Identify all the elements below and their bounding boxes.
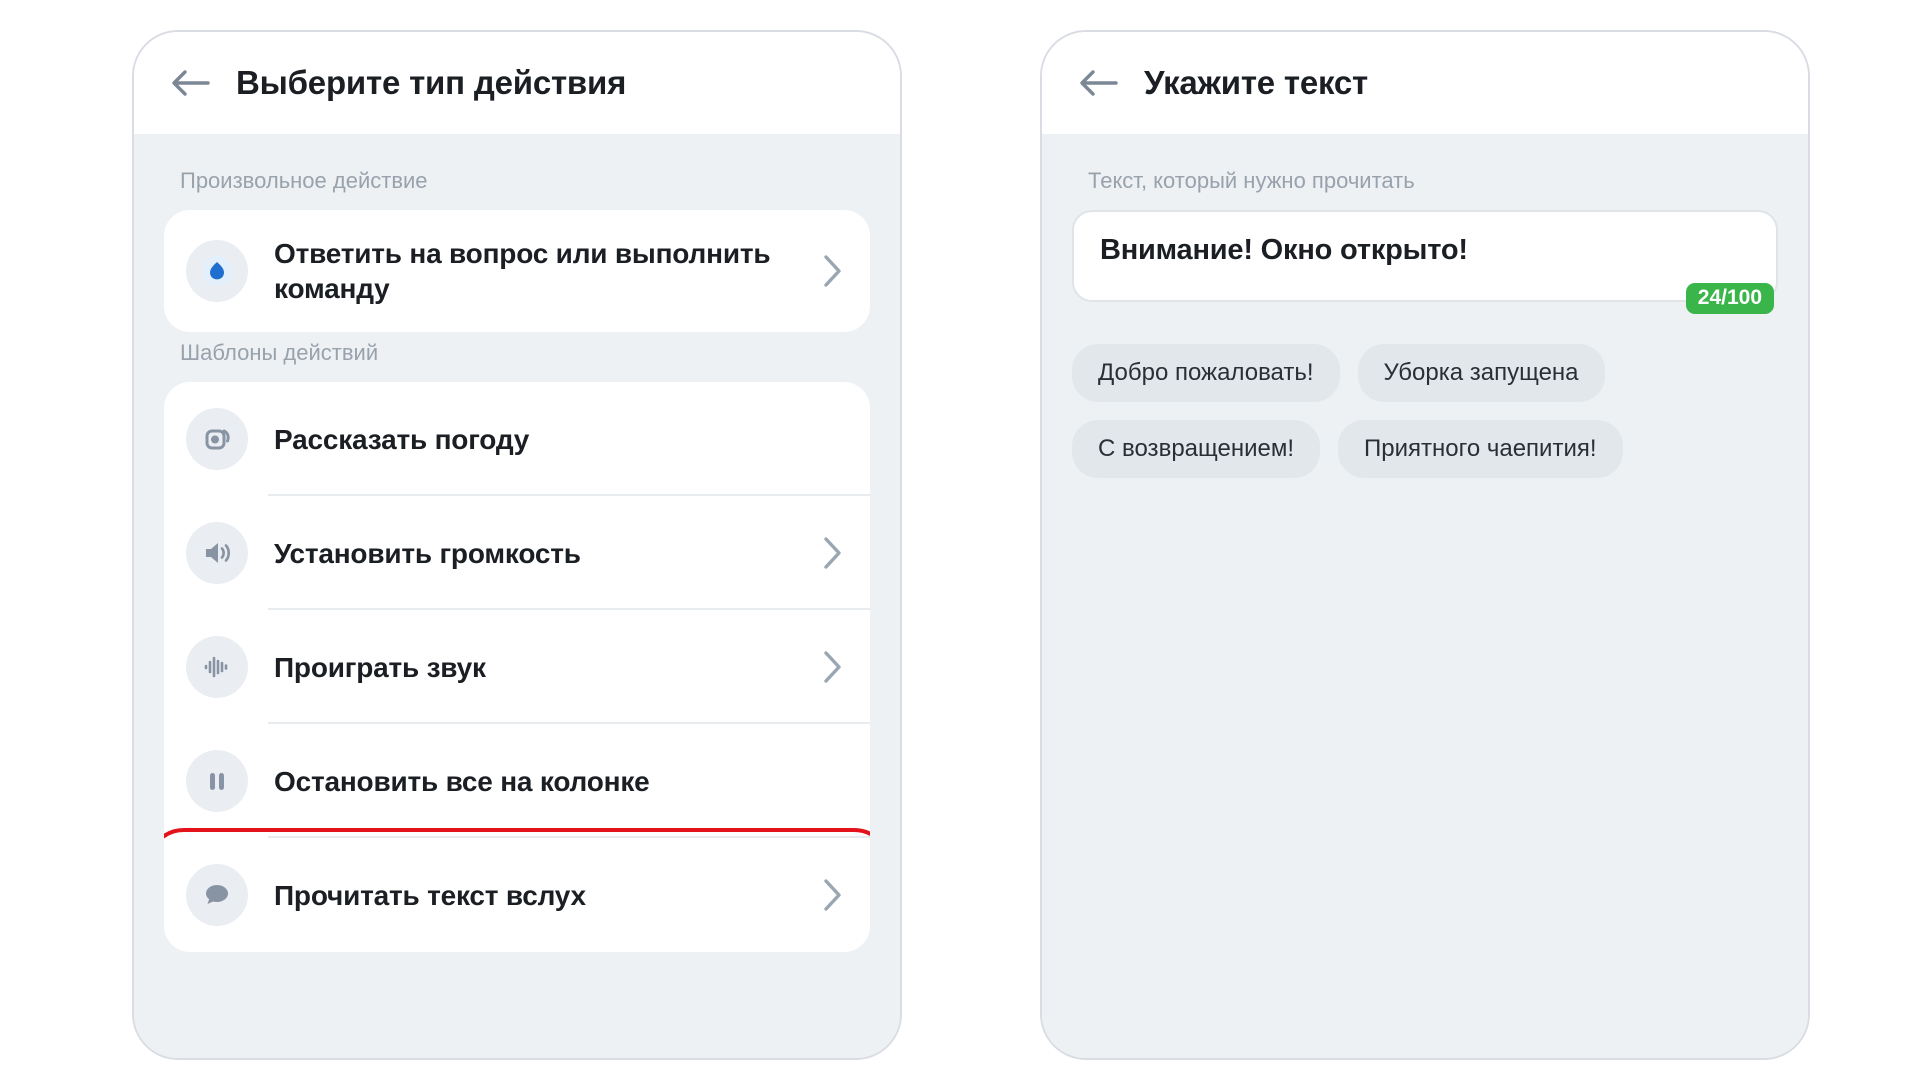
- alice-assistant-icon: [186, 240, 248, 302]
- list-item-label: Рассказать погоду: [274, 423, 530, 455]
- suggestion-chip[interactable]: Добро пожаловать!: [1072, 344, 1340, 402]
- text-input-field[interactable]: [1072, 210, 1778, 309]
- list-item-label: Проиграть звук: [274, 651, 486, 683]
- list-item-stop-everything[interactable]: [164, 724, 870, 838]
- speech-bubble-icon: [186, 864, 248, 926]
- section-caption-custom-action: Произвольное действие: [180, 168, 428, 193]
- list-item-answer-question[interactable]: [164, 210, 870, 332]
- character-counter-badge: 24/100: [1686, 283, 1774, 314]
- chevron-right-icon: [822, 649, 844, 685]
- suggestion-chip[interactable]: С возвращением!: [1072, 420, 1320, 478]
- list-item-label: Установить громкость: [274, 537, 581, 569]
- list-item-tell-weather[interactable]: [164, 382, 870, 496]
- card-custom-action: [164, 210, 870, 332]
- list-item-read-text-aloud[interactable]: [164, 838, 870, 952]
- page-title: Укажите текст: [1144, 64, 1369, 101]
- highlighted-row-wrapper: [164, 838, 870, 952]
- right-body: [1042, 134, 1808, 1058]
- text-input-value[interactable]: Внимание! Окно открыто!: [1100, 234, 1468, 266]
- list-item-play-sound[interactable]: [164, 610, 870, 724]
- list-item-set-volume[interactable]: [164, 496, 870, 610]
- card-action-templates: [164, 382, 870, 952]
- list-item-label: Прочитать текст вслух: [274, 879, 586, 911]
- chevron-right-icon: [822, 877, 844, 913]
- chevron-right-icon: [822, 253, 844, 289]
- pause-icon: [186, 750, 248, 812]
- right-phone-screen: [1040, 30, 1810, 1060]
- list-item-label: Остановить все на колонке: [274, 765, 650, 797]
- left-body: [134, 134, 900, 1058]
- left-header: [134, 32, 900, 134]
- right-header: [1042, 32, 1808, 134]
- section-caption-templates: Шаблоны действий: [180, 340, 379, 365]
- suggestion-chip[interactable]: Приятного чаепития!: [1338, 420, 1623, 478]
- suggestion-chips: [1072, 344, 1778, 478]
- weather-icon: [186, 408, 248, 470]
- volume-icon: [186, 522, 248, 584]
- back-arrow-icon[interactable]: [168, 60, 214, 106]
- sound-wave-icon: [186, 636, 248, 698]
- page-title: Выберите тип действия: [236, 64, 627, 101]
- list-item-label: Ответить на вопрос или выполнить команду: [274, 238, 771, 304]
- suggestion-chip[interactable]: Уборка запущена: [1358, 344, 1605, 402]
- chevron-right-icon: [822, 535, 844, 571]
- left-phone-screen: [132, 30, 902, 1060]
- field-caption: Текст, который нужно прочитать: [1088, 168, 1415, 193]
- back-arrow-icon[interactable]: [1076, 60, 1122, 106]
